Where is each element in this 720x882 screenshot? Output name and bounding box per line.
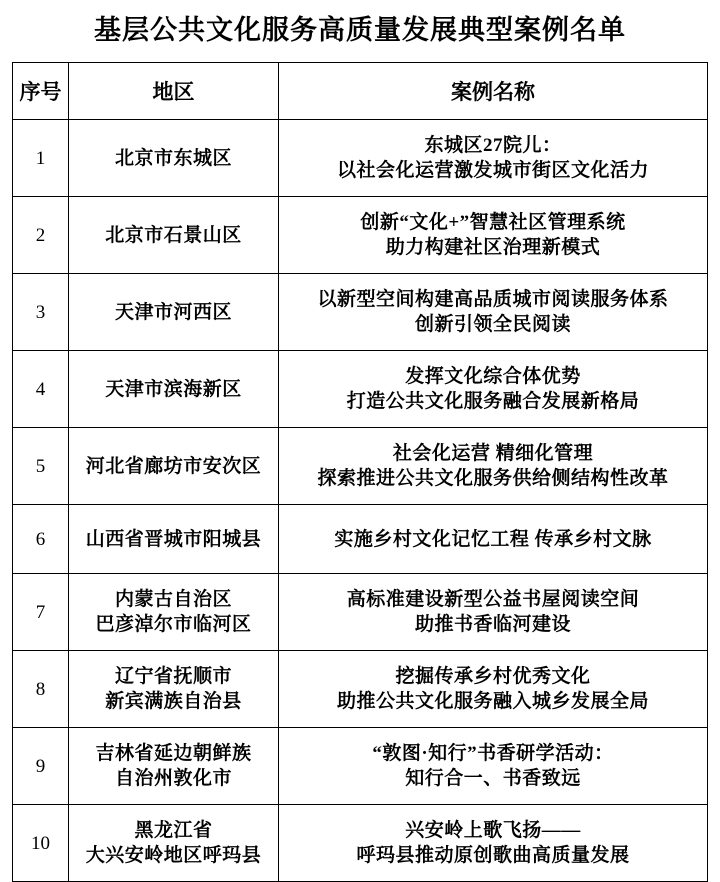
cell-index: 5: [13, 428, 69, 505]
cell-case: [279, 574, 708, 651]
case-line: 知行合一、书香致远: [405, 768, 581, 790]
region-line: 河北省廊坊市安次区: [85, 455, 262, 477]
cell-case: [279, 728, 708, 805]
table-row: [13, 505, 708, 574]
cell-index: 8: [13, 651, 69, 728]
table-row: [13, 351, 708, 428]
region-line: 北京市石景山区: [105, 224, 242, 246]
region-line: 大兴安岭地区呼玛县: [85, 845, 262, 867]
region-line: 新宾满族自治县: [105, 691, 242, 713]
table-row: [13, 274, 708, 351]
case-line: 实施乡村文化记忆工程 传承乡村文脉: [334, 528, 652, 550]
table-row: [13, 651, 708, 728]
case-line: 挖掘传承乡村优秀文化: [395, 665, 591, 687]
table-row: [13, 805, 708, 882]
region-line: 自治州敦化市: [114, 768, 232, 790]
case-line: 以新型空间构建高品质城市阅读服务体系: [317, 288, 669, 310]
cell-index: 7: [13, 574, 69, 651]
cell-case: [279, 351, 708, 428]
cell-case: [279, 505, 708, 574]
table-row: [13, 574, 708, 651]
region-line: 内蒙古自治区: [114, 588, 232, 610]
cell-case: [279, 805, 708, 882]
cell-region: [69, 351, 279, 428]
column-header-case: 案例名称: [279, 63, 708, 120]
cell-case: [279, 274, 708, 351]
table-row: [13, 197, 708, 274]
region-line: 北京市东城区: [114, 147, 232, 169]
case-line: 社会化运营 精细化管理: [392, 442, 594, 464]
case-line: 东城区27院儿：: [424, 134, 562, 156]
region-line: 巴彦淖尔市临河区: [95, 614, 252, 636]
cell-index: 10: [13, 805, 69, 882]
case-list-table: [12, 62, 708, 882]
case-line: 助推公共文化服务融入城乡发展全局: [336, 691, 649, 713]
region-line: 辽宁省抚顺市: [114, 665, 232, 687]
cell-region: [69, 428, 279, 505]
cell-region: [69, 574, 279, 651]
cell-case: [279, 197, 708, 274]
region-line: 天津市河西区: [114, 301, 232, 323]
cell-index: 2: [13, 197, 69, 274]
table-body: [13, 120, 708, 882]
cell-region: [69, 651, 279, 728]
table-row: [13, 728, 708, 805]
region-line: 天津市滨海新区: [105, 378, 242, 400]
case-line: 以社会化运营激发城市街区文化活力: [336, 160, 649, 182]
case-line: 助推书香临河建设: [414, 614, 571, 636]
cell-region: [69, 274, 279, 351]
case-line: 呼玛县推动原创歌曲高质量发展: [356, 845, 630, 867]
cell-index: 9: [13, 728, 69, 805]
region-line: 山西省晋城市阳城县: [85, 528, 262, 550]
cell-index: 4: [13, 351, 69, 428]
region-line: 黑龙江省: [134, 819, 213, 841]
case-line: 助力构建社区治理新模式: [385, 237, 601, 259]
column-header-region: 地区: [69, 63, 279, 120]
cell-case: [279, 428, 708, 505]
cell-region: [69, 120, 279, 197]
table-row: [13, 120, 708, 197]
cell-index: 1: [13, 120, 69, 197]
case-line: 创新“文化+”智慧社区管理系统: [360, 211, 626, 233]
region-line: 吉林省延边朝鲜族: [95, 742, 252, 764]
case-line: 探索推进公共文化服务供给侧结构性改革: [317, 468, 669, 490]
table-header-row: [13, 63, 708, 120]
case-line: 发挥文化综合体优势: [405, 365, 581, 387]
case-line: 兴安岭上歌飞扬——: [405, 819, 581, 841]
cell-index: 3: [13, 274, 69, 351]
cell-region: [69, 805, 279, 882]
case-line: 打造公共文化服务融合发展新格局: [346, 391, 640, 413]
case-line: 高标准建设新型公益书屋阅读空间: [346, 588, 640, 610]
page-title: 基层公共文化服务高质量发展典型案例名单: [94, 15, 626, 45]
case-line: 创新引领全民阅读: [414, 314, 571, 336]
cell-region: [69, 728, 279, 805]
table-row: [13, 428, 708, 505]
case-line: “敦图·知行”书香研学活动：: [372, 742, 614, 764]
column-header-index: 序号: [13, 63, 69, 120]
cell-case: [279, 120, 708, 197]
cell-case: [279, 651, 708, 728]
cell-region: [69, 197, 279, 274]
cell-index: 6: [13, 505, 69, 574]
cell-region: [69, 505, 279, 574]
